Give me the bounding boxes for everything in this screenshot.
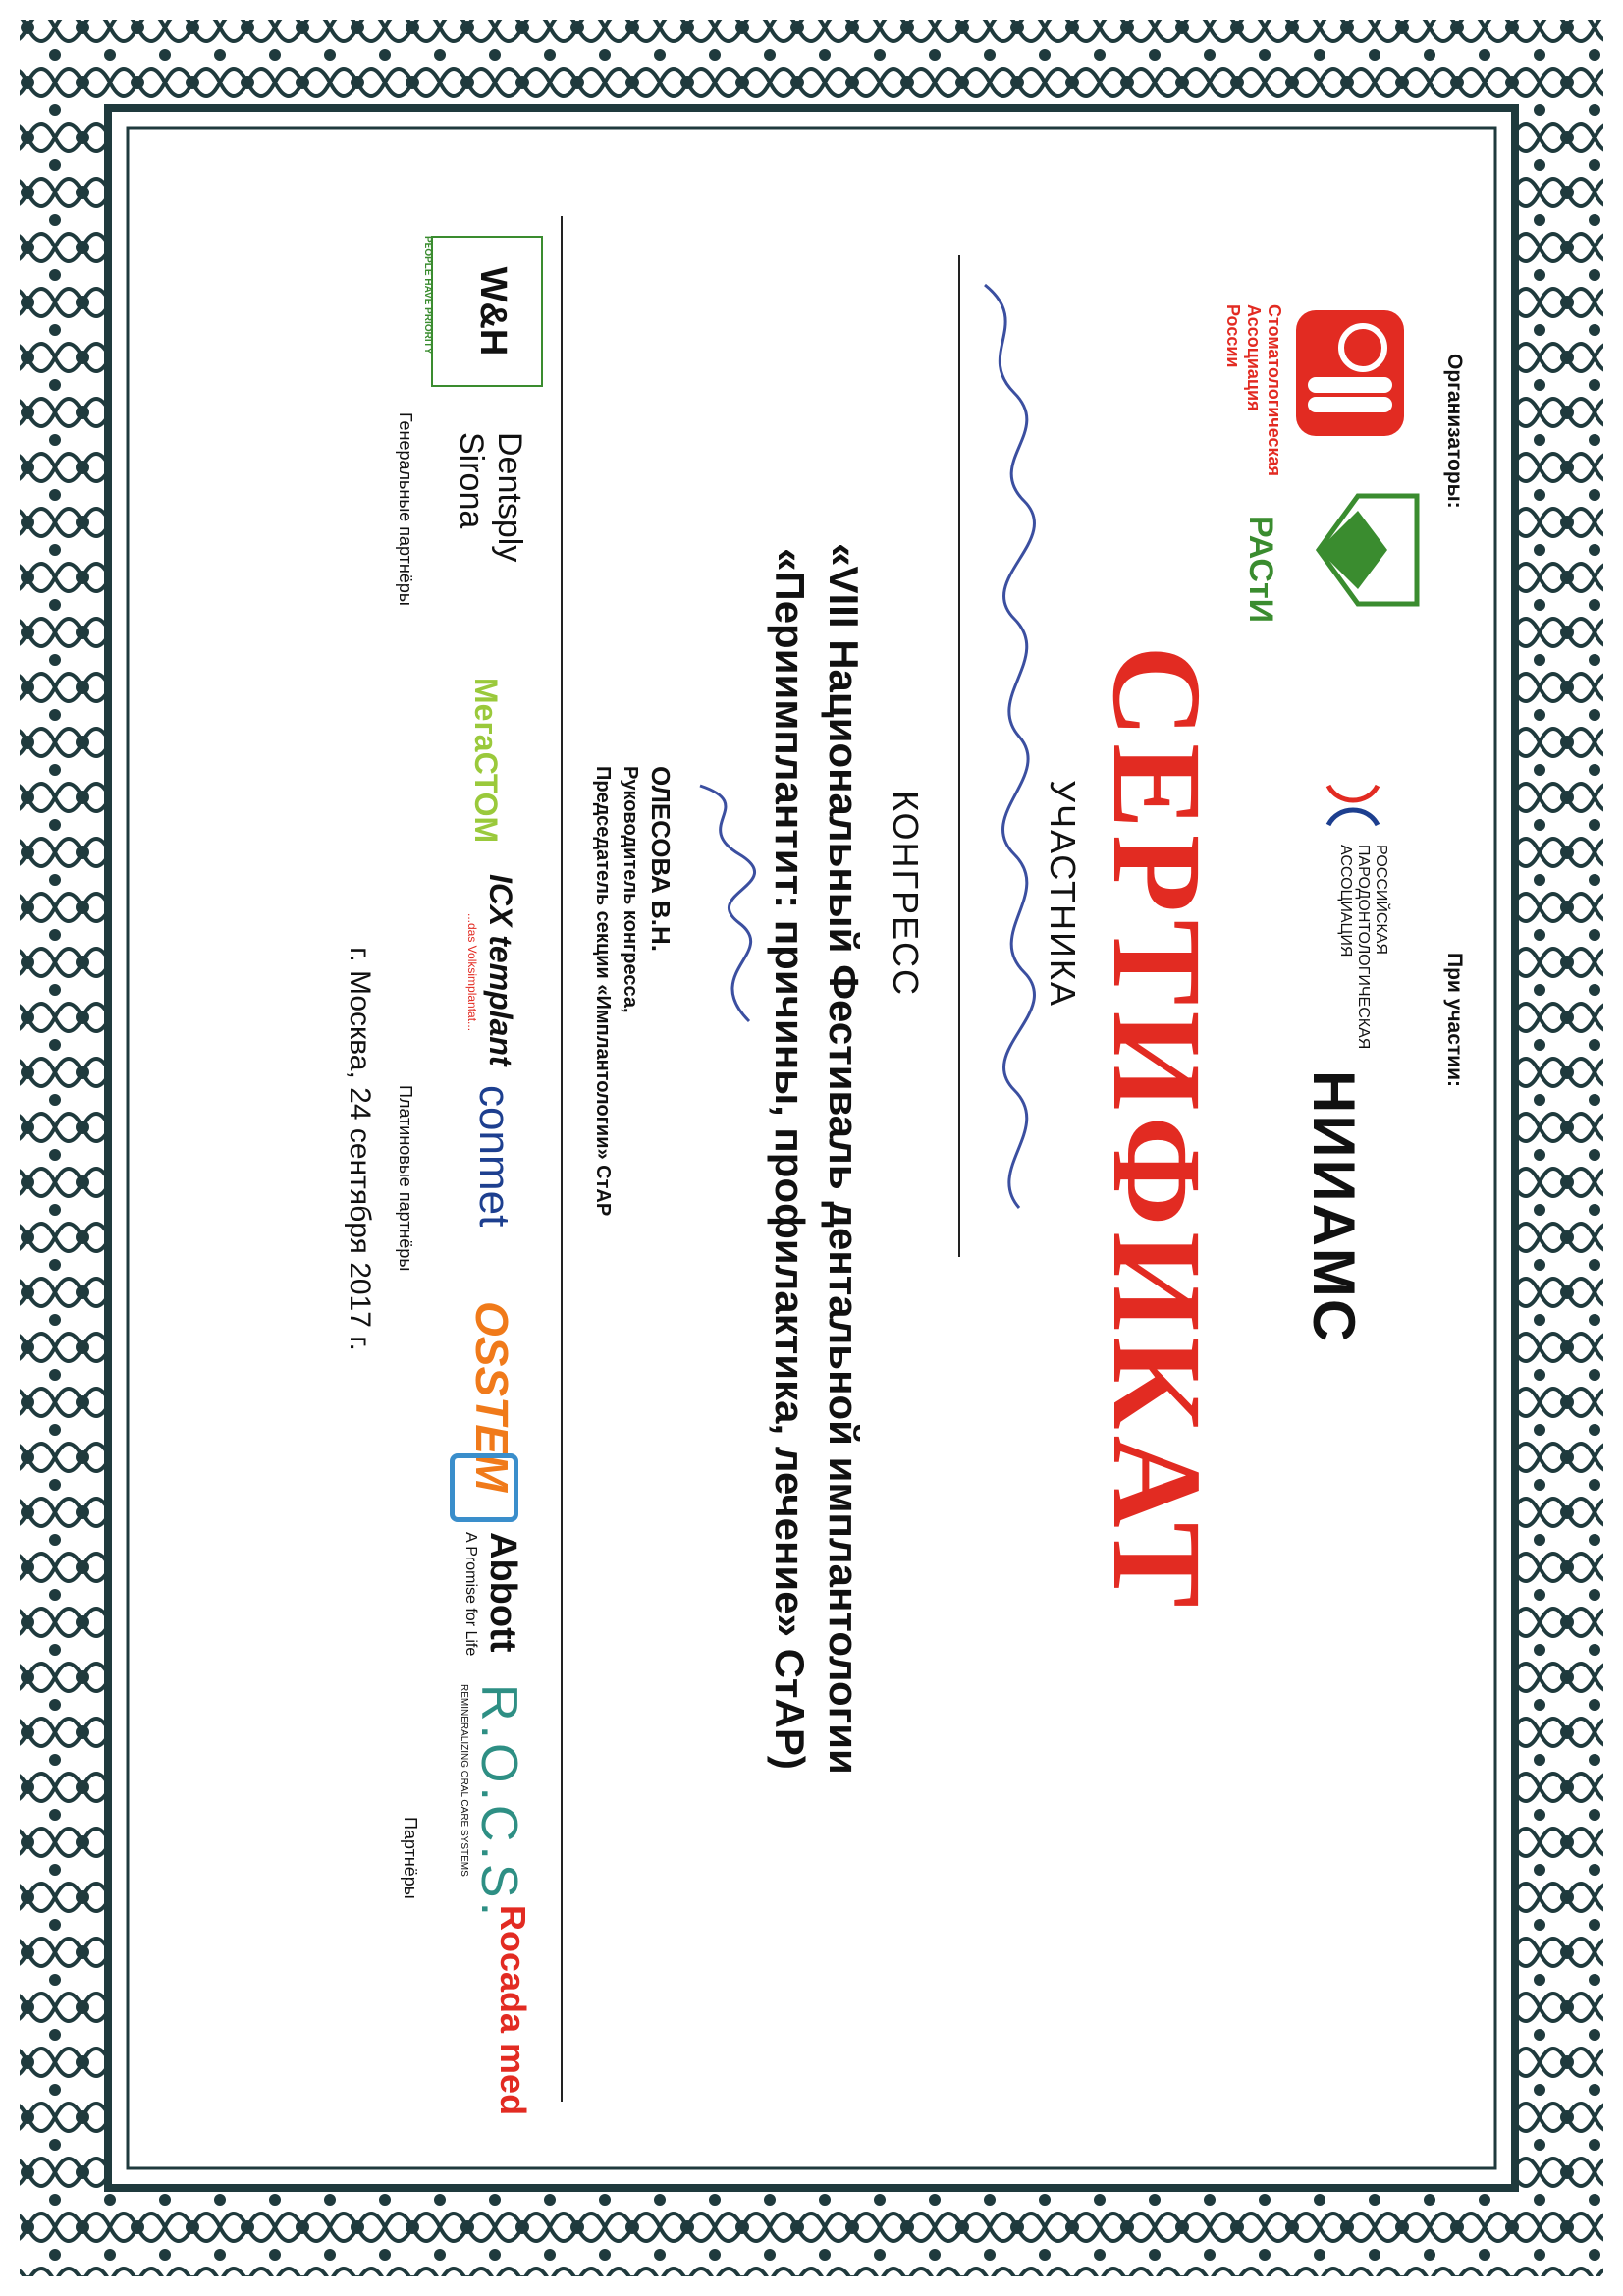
organizers-label: Организаторы: [1443, 354, 1466, 509]
event-line-2: «Периимплантит: причины, профилактика, лечение» СтАР) [767, 548, 813, 1770]
platinum-partners-label: Платиновые партнёры [396, 1085, 415, 1272]
star-logo [1284, 304, 1422, 442]
wh-logo [431, 236, 543, 387]
event-line-1: «VIII Национальный Фестиваль дентальной имплантологии [821, 543, 867, 1775]
wh-name: W&H [472, 266, 514, 356]
conmet-logo: conmet [470, 1085, 518, 1228]
rasti-name: РАСтИ [1242, 516, 1279, 624]
signatory-role-1: Руководитель конгресса, [620, 766, 641, 1013]
certificate-title: СЕРТИФИКАТ [1086, 645, 1227, 1613]
participant-line [958, 255, 960, 1257]
rasti-logo [1289, 491, 1427, 609]
general-partners-label: Генеральные партнёры [396, 412, 415, 606]
rocs-logo: R.O.C.S. [470, 1684, 527, 1921]
rpa-name: РОССИЙСКАЯ ПАРОДОНТОЛОГИЧЕСКАЯ АССОЦИАЦИЯ [1337, 845, 1389, 1050]
abbott-tagline: A Promise for Life [462, 1532, 479, 1657]
location-date: г. Москва, 24 сентября 2017 г. [344, 947, 376, 1351]
event-type: КОНГРЕСС [886, 790, 926, 998]
abbott-icon [450, 1453, 518, 1522]
participation-label: При участии: [1443, 953, 1466, 1087]
megastom-logo: МегаСТОМ [468, 678, 504, 844]
partners-label: Партнёры [401, 1817, 420, 1899]
icx-logo: ICX templant [483, 874, 518, 1066]
signatory-signature [680, 776, 769, 1031]
signatory-name: ОЛЕСОВА В.Н. [646, 766, 676, 952]
rpa-logo [1319, 776, 1387, 835]
wh-tagline: PEOPLE HAVE PRIORITY [422, 236, 433, 355]
signatory-role-2: Председатель секции «Имплантологии» СтАР [592, 766, 614, 1217]
subtitle: УЧАСТНИКА [1043, 780, 1083, 1008]
rocada-logo: Rocada med [493, 1905, 533, 2116]
osstem-logo: OSSTEM [466, 1301, 517, 1493]
abbott-logo: Abbott [482, 1532, 523, 1653]
partners-divider [561, 216, 563, 2102]
rocs-tagline: REMINERALIZING ORAL CARE SYSTEMS [459, 1684, 469, 1877]
niiams-logo: НИИАМС [1301, 1070, 1367, 1344]
icx-tagline: ...das Volksimplantat... [465, 913, 479, 1032]
participant-signature [965, 265, 1044, 1247]
star-name: Стоматологическая Ассоциация России [1223, 304, 1284, 477]
certificate-content [140, 167, 1476, 2149]
dentsply-logo: Dentsply Sirona [453, 432, 528, 563]
